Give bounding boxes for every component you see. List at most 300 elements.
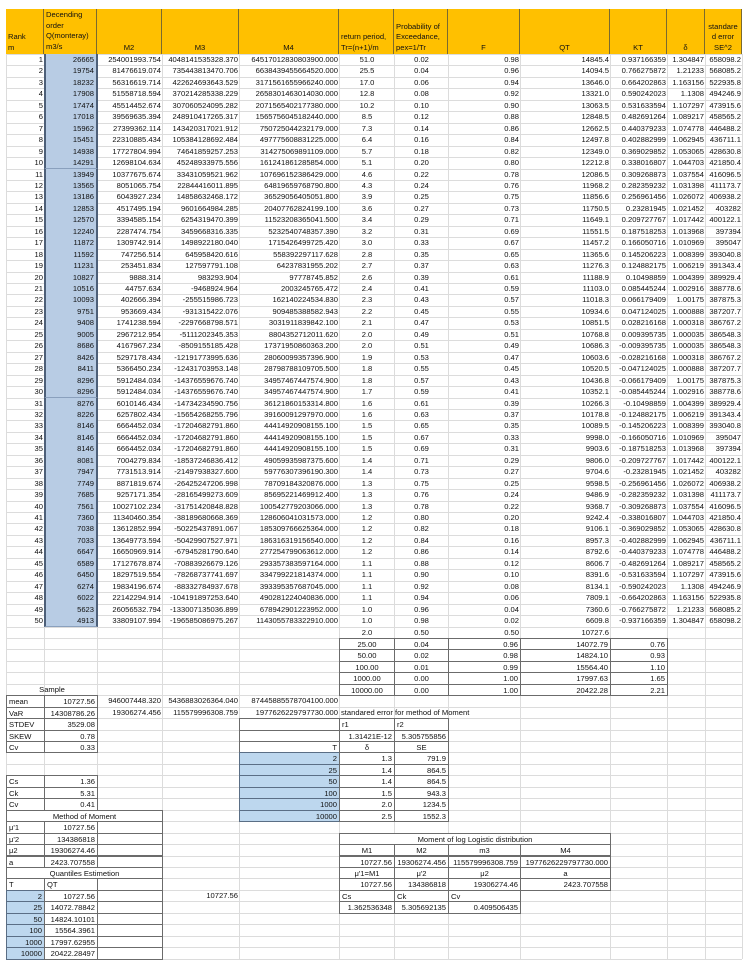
cell-se[interactable]: 400122.1 [709, 215, 741, 225]
quantile-qt[interactable]: 10727.56 [44, 890, 98, 902]
cell-rank[interactable]: 2 [38, 66, 43, 76]
cell-kt[interactable]: -0.402882999 [619, 535, 666, 545]
cell-kt[interactable]: -0.085445244 [619, 387, 666, 397]
summary-cell[interactable]: 1.00 [448, 684, 521, 696]
cell-pex[interactable]: 0.67 [414, 432, 429, 442]
cell-q[interactable]: 10516 [44, 283, 98, 295]
cell-se[interactable]: 446488.2 [709, 547, 741, 557]
cell-f[interactable]: 0.45 [504, 364, 519, 374]
r1-value[interactable]: 1.31421E-12 [339, 730, 395, 742]
cell-tr[interactable]: 5.1 [361, 158, 373, 168]
cell-kt[interactable]: -0.256961456 [619, 478, 666, 488]
cell-m2[interactable]: 6010146.434 [116, 398, 161, 408]
cell-se[interactable]: 393040.8 [709, 249, 741, 259]
cell-m2[interactable]: 12698104.634 [112, 158, 161, 168]
cell-kt[interactable]: 0.402882999 [621, 135, 666, 145]
cell-delta[interactable]: 1.163156 [672, 77, 704, 87]
se-header-delta[interactable]: δ [339, 741, 395, 753]
cell-delta[interactable]: 1.000888 [672, 364, 704, 374]
cell-m2[interactable]: 22310885.434 [112, 135, 161, 145]
cell-pex[interactable]: 0.96 [414, 604, 429, 614]
cell-m3[interactable]: 983293.904 [197, 272, 238, 282]
cell-f[interactable]: 0.61 [504, 272, 519, 282]
summary-cell[interactable]: 100.00 [339, 661, 395, 673]
cell-pex[interactable]: 0.20 [414, 158, 429, 168]
cell-se[interactable]: 473915.6 [709, 570, 741, 580]
cell-m2[interactable]: 10027102.234 [112, 501, 161, 511]
cell-m3[interactable]: -8509155185.428 [178, 341, 238, 351]
cell-delta[interactable]: 1.017442 [672, 215, 704, 225]
column-header-f[interactable]: F [448, 9, 520, 54]
cell-q[interactable]: 7038 [44, 523, 98, 535]
coeff-value[interactable]: 0.41 [44, 798, 98, 810]
ll-header[interactable]: μ'2 [394, 867, 449, 879]
cell-se[interactable]: 393040.8 [709, 421, 741, 431]
ll-value[interactable]: 1.362536348 [339, 901, 395, 913]
coeff-label[interactable]: Cv [6, 798, 45, 810]
cell-se[interactable]: 522935.8 [709, 593, 741, 603]
cell-rank[interactable]: 35 [34, 444, 43, 454]
cell-pex[interactable]: 0.27 [414, 203, 429, 213]
cell-se[interactable]: 446488.2 [709, 123, 741, 133]
cell-m3[interactable]: -14376559676.740 [174, 387, 238, 397]
cell-kt[interactable]: -0.124882175 [619, 409, 666, 419]
cell-qt[interactable]: 13646.0 [581, 77, 609, 87]
cell-se[interactable]: 403282 [715, 203, 741, 213]
coeff-label[interactable]: Ck [6, 787, 45, 799]
cell-qt[interactable]: 10178.8 [581, 409, 609, 419]
cell-m2[interactable]: 6257802.434 [116, 409, 161, 419]
cell-delta[interactable]: 1.008399 [672, 421, 704, 431]
cell-se[interactable]: 387875.3 [709, 375, 741, 385]
coeff-value[interactable]: 5.31 [44, 787, 98, 799]
cell-delta[interactable]: 1.1308 [680, 581, 704, 591]
moment-value[interactable]: 1977626229797730.000 [255, 707, 338, 717]
cell-se[interactable]: 494246.9 [709, 581, 741, 591]
cell-rank[interactable]: 25 [34, 329, 43, 339]
cell-delta[interactable]: 1.062945 [672, 535, 704, 545]
cell-kt[interactable]: 0.145206223 [621, 249, 666, 259]
cell-m4[interactable]: 750725044232179.000 [259, 123, 338, 133]
cell-pex[interactable]: 0.92 [414, 581, 429, 591]
cell-m4[interactable]: 59776307396190.300 [264, 467, 338, 477]
quantiles-title[interactable]: Quantiles Estimetion [6, 867, 163, 879]
cell-m3[interactable]: 735443813470.706 [172, 66, 238, 76]
cell-pex[interactable]: 0.18 [414, 146, 429, 156]
cell-qt[interactable]: 9806.0 [585, 455, 609, 465]
cell-m3[interactable]: -14376559676.740 [174, 375, 238, 385]
cell-se[interactable]: 416096.5 [709, 169, 741, 179]
cell-f[interactable]: 0.39 [504, 398, 519, 408]
cell-m2[interactable]: 19834196.674 [112, 581, 161, 591]
cell-m4[interactable]: 162140224534.830 [272, 295, 338, 305]
cell-m4[interactable]: 3031911839842.100 [268, 318, 338, 328]
cell-m4[interactable]: 97778745.852 [289, 272, 338, 282]
cell-q[interactable]: 8296 [44, 386, 98, 398]
cell-m3[interactable]: 45248933975.556 [176, 158, 238, 168]
cell-m2[interactable]: 39569635.394 [112, 112, 161, 122]
cell-pex[interactable]: 0.35 [414, 249, 429, 259]
quantile-header-qt[interactable]: QT [44, 878, 98, 890]
cell-qt[interactable]: 9704.6 [585, 467, 609, 477]
ll-header[interactable]: Cs [339, 890, 395, 902]
moment-value[interactable]: 946007448.320 [108, 696, 161, 706]
ll-header[interactable]: μ'1=M1 [339, 867, 395, 879]
loglogistic-title[interactable]: Moment of log Logistic distribution [339, 833, 611, 845]
quantile-qt[interactable]: 20422.28497 [44, 947, 98, 959]
cell-m3[interactable]: -26425247206.998 [174, 478, 238, 488]
cell-tr[interactable]: 25.5 [359, 66, 375, 76]
cell-q[interactable]: 17474 [44, 100, 98, 112]
cell-delta[interactable]: 1.107297 [672, 570, 704, 580]
cell-rank[interactable]: 24 [34, 318, 43, 328]
cell-pex[interactable]: 0.41 [414, 284, 429, 293]
cell-rank[interactable]: 37 [34, 467, 43, 477]
cell-qt[interactable]: 12662.5 [581, 123, 609, 133]
moment-value[interactable]: 87445885578704100.000 [251, 696, 338, 706]
cell-m2[interactable]: 13649773.594 [112, 535, 161, 545]
cell-f[interactable]: 0.82 [504, 146, 519, 156]
cell-delta[interactable]: 1.304847 [672, 55, 704, 64]
cell-pex[interactable]: 0.51 [414, 341, 429, 351]
cell-q[interactable]: 7561 [44, 501, 98, 513]
cell-se[interactable]: 436711.1 [709, 535, 741, 545]
cell-qt[interactable]: 10603.6 [581, 352, 609, 362]
cell-se[interactable]: 400122.1 [709, 455, 741, 465]
cell-m4[interactable]: 678942901223952.000 [259, 604, 338, 614]
cell-m2[interactable]: 27399362.114 [112, 123, 161, 133]
cell-qt[interactable]: 11188.9 [582, 272, 609, 282]
cell-m4[interactable]: 36121860153314.800 [264, 398, 338, 408]
cell-tr[interactable]: 2.6 [361, 272, 373, 282]
cell-m4[interactable]: 78709184320876.000 [264, 478, 338, 488]
cell-tr[interactable]: 3.0 [361, 238, 373, 248]
cell-q[interactable]: 12240 [44, 226, 98, 238]
cell-rank[interactable]: 27 [34, 352, 43, 362]
cell-f[interactable]: 0.33 [504, 432, 519, 442]
cell-m4[interactable]: 6638439455664520.000 [255, 66, 338, 76]
cell-rank[interactable]: 32 [34, 409, 43, 419]
cell-m4[interactable]: 100542779203066.000 [259, 501, 338, 511]
cell-m4[interactable]: 185309766625364.000 [259, 524, 338, 534]
ll-value[interactable]: 134386818 [394, 878, 449, 890]
cell-delta[interactable]: 1.002916 [672, 284, 704, 293]
cell-m2[interactable]: 4517495.194 [116, 203, 161, 213]
cell-m3[interactable]: 4048141535328.370 [168, 55, 238, 64]
cell-q[interactable]: 7033 [44, 535, 98, 547]
cell-f[interactable]: 0.76 [504, 180, 519, 190]
cell-m3[interactable]: -17204682791.860 [174, 432, 238, 442]
cell-m4[interactable]: 558392297117.628 [273, 249, 338, 259]
cell-delta[interactable]: 1.021452 [672, 467, 704, 477]
cell-qt[interactable]: 9242.4 [585, 513, 609, 522]
cell-m2[interactable]: 3394585.154 [116, 215, 161, 225]
se-value[interactable]: 1234.5 [394, 798, 449, 810]
cell-rank[interactable]: 12 [34, 180, 43, 190]
cell-m4[interactable]: 11523208365041.500 [264, 215, 338, 225]
cell-qt[interactable]: 10520.5 [581, 364, 609, 374]
se-delta[interactable]: 1.5 [339, 787, 395, 799]
moment-value[interactable]: 5436883026364.040 [168, 696, 238, 706]
cell-m4[interactable]: 64819659768790.800 [264, 180, 338, 190]
cell-kt[interactable]: -0.531633594 [619, 570, 666, 580]
cell-kt[interactable]: -0.145206223 [619, 421, 666, 431]
cell-m4[interactable]: 393395357687045.000 [259, 581, 338, 591]
cell-kt[interactable]: -0.10498859 [623, 398, 666, 408]
mom-value[interactable]: 2423.707558 [44, 856, 98, 868]
cell-m4[interactable]: 8804352712011.620 [268, 329, 338, 339]
cell-q[interactable]: 18232 [44, 77, 98, 89]
cell-qt[interactable]: 12349.0 [581, 146, 609, 156]
cell-m4[interactable]: 107696152386429.000 [259, 169, 338, 179]
cell-delta[interactable]: 1.008399 [672, 249, 704, 259]
cell-tr[interactable]: 3.6 [361, 203, 373, 213]
quantile-qt[interactable]: 14072.78842 [44, 901, 98, 913]
cell-tr[interactable]: 17.0 [359, 77, 375, 87]
cell-rank[interactable]: 1 [38, 55, 43, 64]
cell-rank[interactable]: 23 [34, 306, 43, 316]
cell-kt[interactable]: -0.23281945 [623, 467, 666, 477]
cell-m2[interactable]: 13612852.994 [112, 524, 161, 534]
cell-rank[interactable]: 22 [34, 295, 43, 305]
cell-pex[interactable]: 0.02 [414, 55, 429, 64]
cell-delta[interactable]: 1.074778 [672, 547, 704, 557]
ll-value[interactable]: 2423.707558 [520, 878, 611, 890]
cell-se[interactable]: 395047 [715, 432, 741, 442]
cell-tr[interactable]: 3.9 [361, 192, 373, 202]
cell-se[interactable]: 397394 [715, 226, 741, 236]
cell-pex[interactable]: 0.55 [414, 364, 429, 374]
cell-m4[interactable]: 44414920908155.100 [264, 444, 338, 454]
cell-se[interactable]: 428630.8 [709, 146, 741, 156]
cell-se[interactable]: 386548.3 [709, 329, 741, 339]
quantile-t[interactable]: 50 [6, 913, 45, 925]
ll-header[interactable]: a [520, 867, 611, 879]
cell-kt[interactable]: 0.066179409 [621, 295, 666, 305]
cell-tr[interactable]: 1.1 [361, 558, 373, 568]
cell-delta[interactable]: 1.037554 [672, 501, 704, 511]
cell-m3[interactable]: -12431703953.148 [174, 364, 238, 374]
cell-kt[interactable]: 0.009395735 [621, 329, 666, 339]
cell-se[interactable]: 421850.4 [709, 513, 741, 522]
cell-f[interactable]: 0.73 [504, 203, 519, 213]
cell-pex[interactable]: 0.73 [414, 467, 429, 477]
cell-m3[interactable]: -104191897253.640 [170, 593, 238, 603]
se-delta[interactable]: 1.4 [339, 764, 395, 776]
cell-m2[interactable]: 8051065.754 [116, 180, 161, 190]
cell-delta[interactable]: 1.002916 [672, 387, 704, 397]
cell-kt[interactable]: 0.047124025 [621, 306, 666, 316]
cell-m2[interactable]: 5912484.034 [116, 387, 161, 397]
cell-q[interactable]: 6450 [44, 569, 98, 581]
cell-kt[interactable]: 0.338016807 [621, 158, 666, 168]
summary-cell[interactable]: 14072.79 [520, 638, 611, 650]
cell-tr[interactable]: 1.3 [361, 501, 373, 511]
cell-qt[interactable]: 9598.5 [585, 478, 609, 488]
cell-kt[interactable]: 0.085445244 [621, 284, 666, 293]
cell-kt[interactable]: 0.531633594 [621, 100, 666, 110]
summary-cell[interactable]: 2.21 [610, 684, 668, 696]
cell-q[interactable]: 17908 [44, 88, 98, 100]
cell-pex[interactable]: 0.90 [414, 570, 429, 580]
cell-qt[interactable]: 8134.1 [585, 581, 609, 591]
cell-m4[interactable]: 1715426499725.420 [268, 238, 338, 248]
cell-delta[interactable]: 1.006219 [672, 409, 704, 419]
cell-q[interactable]: 8426 [44, 352, 98, 364]
cell-m4[interactable]: 314275069891109.000 [260, 146, 338, 156]
column-header-q[interactable]: Decending order Q(monteray) m3/s [44, 9, 97, 54]
cell-m3[interactable]: 74641859257.253 [176, 146, 238, 156]
cell-m2[interactable]: 5366450.234 [116, 364, 161, 374]
cell-m3[interactable]: 143420317021.912 [172, 123, 238, 133]
r1-label[interactable]: r1 [339, 718, 395, 730]
cell-tr[interactable]: 1.6 [361, 409, 373, 419]
cell-m4[interactable]: 49059935987375.600 [264, 455, 338, 465]
cell-m4[interactable]: 186316319156540.000 [259, 535, 338, 545]
cell-rank[interactable]: 3 [38, 77, 43, 87]
cell-q[interactable]: 10827 [44, 272, 98, 284]
se-t[interactable]: 50 [239, 775, 340, 787]
cell-rank[interactable]: 21 [34, 284, 43, 293]
cell-f[interactable]: 0.22 [504, 501, 519, 511]
cell-f[interactable]: 0.20 [504, 513, 519, 522]
ll-header[interactable]: M2 [394, 844, 449, 856]
cell-kt[interactable]: 0.256961456 [621, 192, 666, 202]
cell-kt[interactable]: -0.440379233 [619, 547, 666, 557]
column-header-m3[interactable]: M3 [162, 9, 239, 54]
cell-q[interactable]: 7947 [44, 466, 98, 478]
cell-se[interactable]: 389929.4 [709, 398, 741, 408]
cell-qt[interactable]: 11365.6 [582, 249, 609, 259]
cell-delta[interactable]: 1.000318 [672, 352, 704, 362]
summary-cell[interactable]: 1.00 [448, 672, 521, 684]
cell-rank[interactable]: 38 [34, 478, 43, 488]
cell-q[interactable]: 13565 [44, 180, 98, 192]
cell-pex[interactable]: 0.45 [414, 306, 429, 316]
cell-pex[interactable]: 0.29 [414, 215, 429, 225]
cell-q[interactable]: 8276 [44, 398, 98, 410]
cell-tr[interactable]: 1.9 [361, 352, 373, 362]
cell-pex[interactable]: 0.86 [414, 547, 429, 557]
cell-se[interactable]: 386548.3 [709, 341, 741, 351]
mom-label[interactable]: μ'2 [6, 833, 45, 845]
cell-se[interactable]: 388778.6 [709, 387, 741, 397]
cell-m2[interactable]: 402666.394 [120, 295, 161, 305]
cell-delta[interactable]: 1.00175 [676, 375, 704, 385]
cell-tr[interactable]: 1.6 [361, 398, 373, 408]
cell-qt[interactable]: 9486.9 [585, 490, 609, 500]
cell-m4[interactable]: 909485388582.943 [272, 306, 338, 316]
summary-cell[interactable]: 0.04 [394, 638, 449, 650]
cell-f[interactable]: 0.14 [504, 547, 519, 557]
cell-rank[interactable]: 17 [34, 238, 43, 248]
mom-label[interactable]: μ2 [6, 844, 45, 856]
se-value[interactable]: 791.9 [394, 752, 449, 764]
stat-label[interactable]: STDEV [6, 718, 45, 730]
cell-q[interactable]: 8146 [44, 443, 98, 455]
cell-kt[interactable]: 0.209727767 [621, 215, 666, 225]
coeff-value[interactable]: 1.36 [44, 775, 98, 787]
cell-f[interactable]: 0.43 [504, 375, 519, 385]
cell-m4[interactable]: 28060099357396.900 [264, 352, 338, 362]
cell-m4[interactable]: 17371950860363.200 [264, 341, 338, 351]
cell-delta[interactable]: 1.053065 [672, 146, 704, 156]
cell-pex[interactable]: 0.53 [414, 352, 429, 362]
cell-f[interactable]: 0.04 [504, 604, 519, 614]
cell-kt[interactable]: -0.664202863 [619, 593, 666, 603]
summary-cell[interactable]: 0.50 [504, 627, 519, 637]
cell-delta[interactable]: 1.089217 [672, 112, 704, 122]
cell-q[interactable]: 11592 [44, 249, 98, 261]
cell-q[interactable]: 9408 [44, 317, 98, 329]
cell-q[interactable]: 8146 [44, 432, 98, 444]
se-header-se[interactable]: SE [394, 741, 449, 753]
cell-rank[interactable]: 7 [38, 123, 43, 133]
cell-kt[interactable]: 0.440379233 [621, 123, 666, 133]
se-title[interactable]: standared error for method of Moment [341, 707, 470, 717]
cell-m3[interactable]: 33431059521.962 [176, 169, 238, 179]
cell-qt[interactable]: 8957.3 [585, 535, 609, 545]
cell-q[interactable]: 9751 [44, 306, 98, 318]
cell-m2[interactable]: 33809107.994 [112, 616, 161, 626]
cell-delta[interactable]: 1.026072 [672, 192, 704, 202]
cell-pex[interactable]: 0.61 [414, 398, 429, 408]
cell-delta[interactable]: 1.013968 [672, 444, 704, 454]
ll-header[interactable]: Ck [394, 890, 449, 902]
cell-kt[interactable]: 0.282359232 [621, 180, 666, 190]
cell-q[interactable]: 5623 [44, 604, 98, 616]
cell-tr[interactable]: 6.4 [361, 135, 373, 145]
quantile-t[interactable]: 100 [6, 924, 45, 936]
cell-se[interactable]: 391343.4 [709, 409, 741, 419]
cell-pex[interactable]: 0.71 [414, 455, 429, 465]
cell-tr[interactable]: 5.7 [361, 146, 373, 156]
se-delta[interactable]: 1.3 [339, 752, 395, 764]
cell-se[interactable]: 416096.5 [709, 501, 741, 511]
cell-tr[interactable]: 2.4 [361, 284, 373, 293]
cell-q[interactable]: 19754 [44, 65, 98, 77]
cell-m2[interactable]: 1741238.594 [116, 318, 161, 328]
cell-q[interactable]: 7360 [44, 512, 98, 524]
cell-delta[interactable]: 1.044703 [672, 158, 704, 168]
cell-se[interactable]: 568085.2 [709, 604, 741, 614]
se-value[interactable]: 864.5 [394, 764, 449, 776]
cell-delta[interactable]: 1.006219 [672, 261, 704, 271]
cell-se[interactable]: 568085.2 [709, 66, 741, 76]
summary-cell[interactable]: 0.00 [394, 684, 449, 696]
cell-rank[interactable]: 8 [38, 135, 43, 145]
cell-tr[interactable]: 1.8 [361, 364, 373, 374]
cell-m2[interactable]: 6664452.034 [116, 432, 161, 442]
cell-delta[interactable]: 1.000035 [672, 329, 704, 339]
cell-rank[interactable]: 26 [34, 341, 43, 351]
cell-m3[interactable]: 9601664984.285 [180, 203, 238, 213]
cell-delta[interactable]: 1.004399 [672, 272, 704, 282]
quantile-t[interactable]: 1000 [6, 936, 45, 948]
cell-se[interactable]: 387207.7 [709, 364, 741, 374]
cell-qt[interactable]: 12086.5 [581, 169, 609, 179]
quantile-header-t[interactable]: T [6, 878, 45, 890]
cell-f[interactable]: 0.29 [504, 455, 519, 465]
quantile-qt[interactable]: 17997.62955 [44, 936, 98, 948]
cell-qt[interactable]: 11856.6 [582, 192, 609, 202]
cell-se[interactable]: 406938.2 [709, 478, 741, 488]
ll-value[interactable]: 115579996308.759 [448, 856, 521, 868]
cell-delta[interactable]: 1.062945 [672, 135, 704, 145]
summary-cell[interactable]: 10000.00 [339, 684, 395, 696]
cell-delta[interactable]: 1.163156 [672, 593, 704, 603]
cell-q[interactable]: 11231 [44, 260, 98, 272]
